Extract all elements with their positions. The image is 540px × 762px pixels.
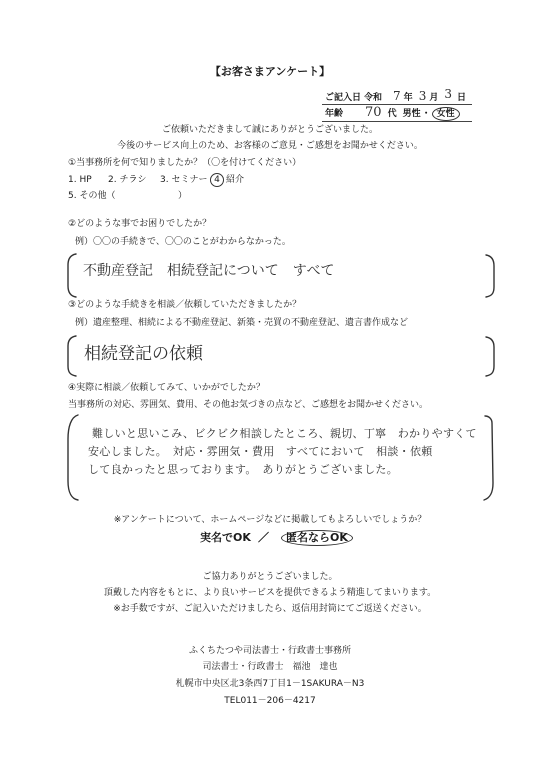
q3-right-bracket xyxy=(484,335,496,377)
q2-answer-box xyxy=(66,253,498,298)
consent-separator: ／ xyxy=(258,531,269,544)
q1-question: ①当事務所を何で知りましたか？（〇を付けてください） xyxy=(68,158,302,168)
q2-right-bracket xyxy=(484,253,496,298)
q2-example: 例）〇〇の手続きで、〇〇のことがわからなかった。 xyxy=(75,237,291,247)
q1-option-referral-number-circled: 4 xyxy=(210,173,224,187)
closing-line-1: ご協力ありがとうございました。 xyxy=(202,572,338,582)
entry-date-era: 令和 xyxy=(364,93,383,103)
q4-left-bracket xyxy=(66,413,80,502)
q4-left-bracket-stroke xyxy=(68,415,78,500)
q2-left-bracket xyxy=(66,253,78,298)
q1-option-hp: 1. HP xyxy=(68,175,92,185)
q3-answer: 相続登記の依頼 xyxy=(84,344,203,364)
q2-question: ②どのような事でお困りでしたか？ xyxy=(68,219,212,229)
office-address: 札幌市中央区北3条西7丁目1－1SAKURA－N3 xyxy=(175,679,365,689)
entry-date-year: 7 xyxy=(393,89,401,103)
q3-left-bracket xyxy=(66,335,78,377)
intro-line-1: ご依頼いただきまして誠にありがとうございました。 xyxy=(161,125,378,135)
q3-right-bracket-stroke xyxy=(486,337,494,376)
age-label: 年齢 xyxy=(325,109,344,119)
intro-line-2: 今後のサービス向上のため、お客様のご意見・ご感想をお聞かせください。 xyxy=(117,141,423,151)
entry-date-day-unit: 日 xyxy=(456,93,466,103)
q2-right-bracket-stroke xyxy=(486,255,494,297)
q1-option-other-close: ） xyxy=(178,191,188,201)
closing-line-2: 頂戴した内容をもとに、より良いサービスを提供できるよう精進してまいります。 xyxy=(103,588,437,598)
q3-left-bracket-stroke xyxy=(68,336,76,376)
q1-option-other: 5. その他（ xyxy=(68,191,116,201)
q4-answer-line-3: して良かったと思っております。 ありがとうございました。 xyxy=(88,463,399,476)
age-value: 70 xyxy=(365,105,382,120)
q4-answer-line-2: 安心しました。 対応・雰囲気・費用 すべてにおいて 相談・依頼 xyxy=(88,445,433,458)
consent-anonymous-circled: 匿名ならOK xyxy=(281,530,353,546)
survey-title: 【お客さまアンケート】 xyxy=(209,65,331,78)
q2-left-bracket-stroke xyxy=(68,254,76,297)
closing-line-3: ※お手数ですが、ご記入いただけましたら、返信用封筒にてご返送ください。 xyxy=(113,604,427,614)
q4-prompt: 当事務所の対応、雰囲気、費用、その他お気づきの点など、ご感想をお聞かせください。 xyxy=(68,400,429,410)
q4-answer-line-1: 難しいと思いこみ、ビクビク相談したところ、親切、丁寧 わかりやすくて xyxy=(92,427,477,440)
q2-answer: 不動産登記 相続登記について すべて xyxy=(83,263,335,279)
entry-date-month: 3 xyxy=(418,89,427,103)
office-tel: TEL011－206－4217 xyxy=(224,696,316,706)
consent-question: ※アンケートについて、ホームページなどに掲載してもよろしいでしょうか？ xyxy=(113,515,427,525)
consent-real-name: 実名でOK xyxy=(200,531,251,544)
q4-right-bracket xyxy=(483,413,496,502)
office-name: ふくちたつや司法書士・行政書士事務所 xyxy=(188,646,351,656)
gender-male: 男性 xyxy=(402,109,421,119)
gender-female-circled: 女性 xyxy=(432,107,460,121)
gender-separator: ・ xyxy=(421,109,431,119)
q3-example: 例）遺産整理、相続による不動産登記、新築・売買の不動産登記、遺言書作成など xyxy=(75,318,409,328)
respondent-row xyxy=(322,106,472,122)
age-unit: 代 xyxy=(387,109,397,119)
q1-option-flyer: 2. チラシ xyxy=(108,175,147,185)
consent-anonymous-wrapper xyxy=(281,530,353,546)
office-representative: 司法書士・行政書士 福池 達也 xyxy=(202,662,338,672)
entry-date-label: ご記入日 xyxy=(325,93,362,103)
q1-option-seminar: 3. セミナー xyxy=(160,175,208,185)
entry-date-month-unit: 月 xyxy=(429,93,439,103)
entry-date-day: 3 xyxy=(444,87,452,101)
q4-right-bracket-stroke xyxy=(484,416,493,500)
q4-question: ④実際に相談／依頼してみて、いかがでしたか？ xyxy=(68,383,265,393)
q1-option-referral: 紹介 xyxy=(226,175,245,185)
q4-answer-box xyxy=(66,413,498,502)
entry-date-year-unit: 年 xyxy=(403,93,413,103)
q3-question: ③どのような手続きを相談／依頼していただきましたか？ xyxy=(68,300,302,310)
q3-answer-box xyxy=(66,335,498,377)
entry-date-row xyxy=(322,89,472,105)
